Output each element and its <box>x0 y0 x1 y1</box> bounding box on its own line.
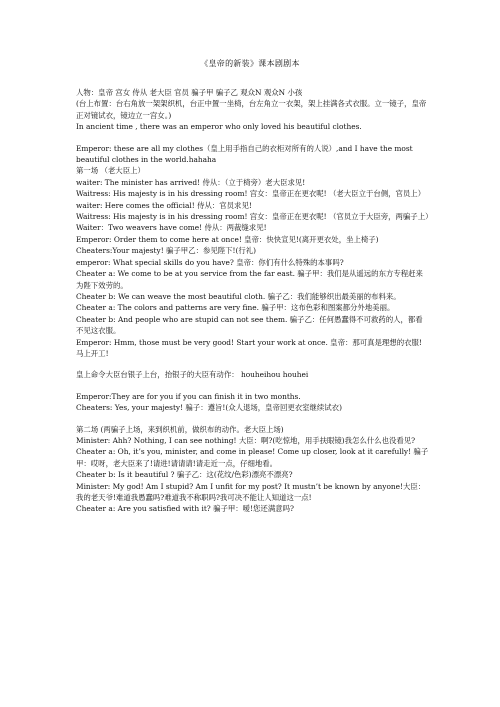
script-line: waiter: Here comes the official! 侍从：官员求见! <box>76 200 252 210</box>
script-line: Emperor:They are for you if you can finish it in two months. <box>76 391 301 401</box>
script-line: Cheater b: And people who are stupid can not see them. 骗子乙：任何愚蠢得不可救药的人，都看不见这衣服。 <box>76 314 423 336</box>
script-line: Minister: My god! Am I stupid? Am I unfit for my post? It mustn’t be known by anyone!大臣：我的老天爷!难道我愚蠢吗?难道我不称职吗?我可决不能让人知道这一点! <box>76 481 426 502</box>
script-line: Cheaters:Your majesty! 骗子甲乙：参见陛下!(行礼) <box>76 246 257 256</box>
script-line: 第二场 (两骗子上场，来到织机前，做织布的动作。老大臣上场) <box>76 424 284 434</box>
script-line: Waitress: His majesty is in his dressing room! 宫女：皇帝正在更衣呢! （官员立于大臣旁，两骗子上） <box>76 212 433 222</box>
document-title: 《皇帝的新装》课本剧剧本 <box>200 59 300 68</box>
script-line: 皇上命令大臣台银子上台，抬银子的大臣有动作： houheihou houhei <box>76 370 309 380</box>
script-line: (台上布置：台右角放一架架织机，台正中置一坐椅，台左角立一衣架，架上挂满各式衣服。立一镜子，皇帝正对镜试衣，镜边立一宫女。) <box>76 99 427 120</box>
script-line: Cheater a: Oh, it’s you, minister, and come in please! Come up closer, look at it carefully! 骗子甲：哎呀，老大臣来了!请进!请请请!请走近一点，仔细地看。 <box>76 447 429 468</box>
script-line: Cheaters: Yes, your majesty! 骗子：遵旨!(众人退场，皇帝回更衣室继续试衣) <box>76 403 342 413</box>
script-line: Waiter：Two weavers have come! 侍从：两裁缝求见! <box>76 223 267 233</box>
script-line: Cheater b: We can weave the most beautiful cloth. 骗子乙：我们能够织出最美丽的布料来。 <box>76 291 401 301</box>
script-line: Cheater b: Is it beautiful ? 骗子乙：这(花纹/色彩)漂亮不漂亮? <box>76 470 293 480</box>
script-line: Emperor: Hmm, those must be very good! Start your work at once. 皇帝：那可真是理想的衣服!马上开工! <box>76 337 422 358</box>
script-line: Waitress: His majesty is in his dressing room! 宫女：皇帝正在更衣呢! （老大臣立于台侧，官员上） <box>76 189 426 199</box>
paragraph-gap <box>76 414 429 424</box>
script-line: Cheater a: The colors and patterns are very fine. 骗子甲：这布色彩和图案都分外地美丽。 <box>76 303 395 313</box>
script-line: In ancient time , there was an emperor who only loved his beautiful clothes. <box>76 122 362 132</box>
script-line: Emperor: these are all my clothes（皇上用手指自己的衣柜对所有的人说）,and I have the most beautiful clothes in the world.hahaha <box>76 143 413 165</box>
paragraph-gap <box>76 133 429 143</box>
script-line: 第一场 （老大臣上） <box>76 166 145 176</box>
script-line: Cheater a: We come to be at you service from the far east. 骗子甲：我们是从遥远的东方专程赶来为陛下效劳的。 <box>76 269 423 290</box>
script-line: waiter: The minister has arrived! 侍从：（立于椅旁）老大臣求见! <box>76 177 306 187</box>
script-line: emperor: What special skills do you have? 皇帝：你们有什么特殊的本事吗? <box>76 257 344 267</box>
paragraph-gap <box>76 359 429 369</box>
script-line: Minister: Ahh? Nothing, I can see nothing! 大臣：啊?(吃惊地，用手扶眼镜)我怎么什么也没看见? <box>76 435 416 445</box>
script-line: 人物：皇帝 宫女 侍从 老大臣 官员 骗子甲 骗子乙 观众N 观众N 小孩 <box>76 88 303 97</box>
script-line: Cheater a: Are you satisfied with it? 骗子甲：嗳!您还满意吗? <box>76 504 294 514</box>
script-body <box>76 87 433 515</box>
script-line: Emperor: Order them to come here at once! 皇帝：快快宣见!(离开更衣处，坐上椅子) <box>76 234 379 244</box>
paragraph-gap <box>76 381 429 391</box>
